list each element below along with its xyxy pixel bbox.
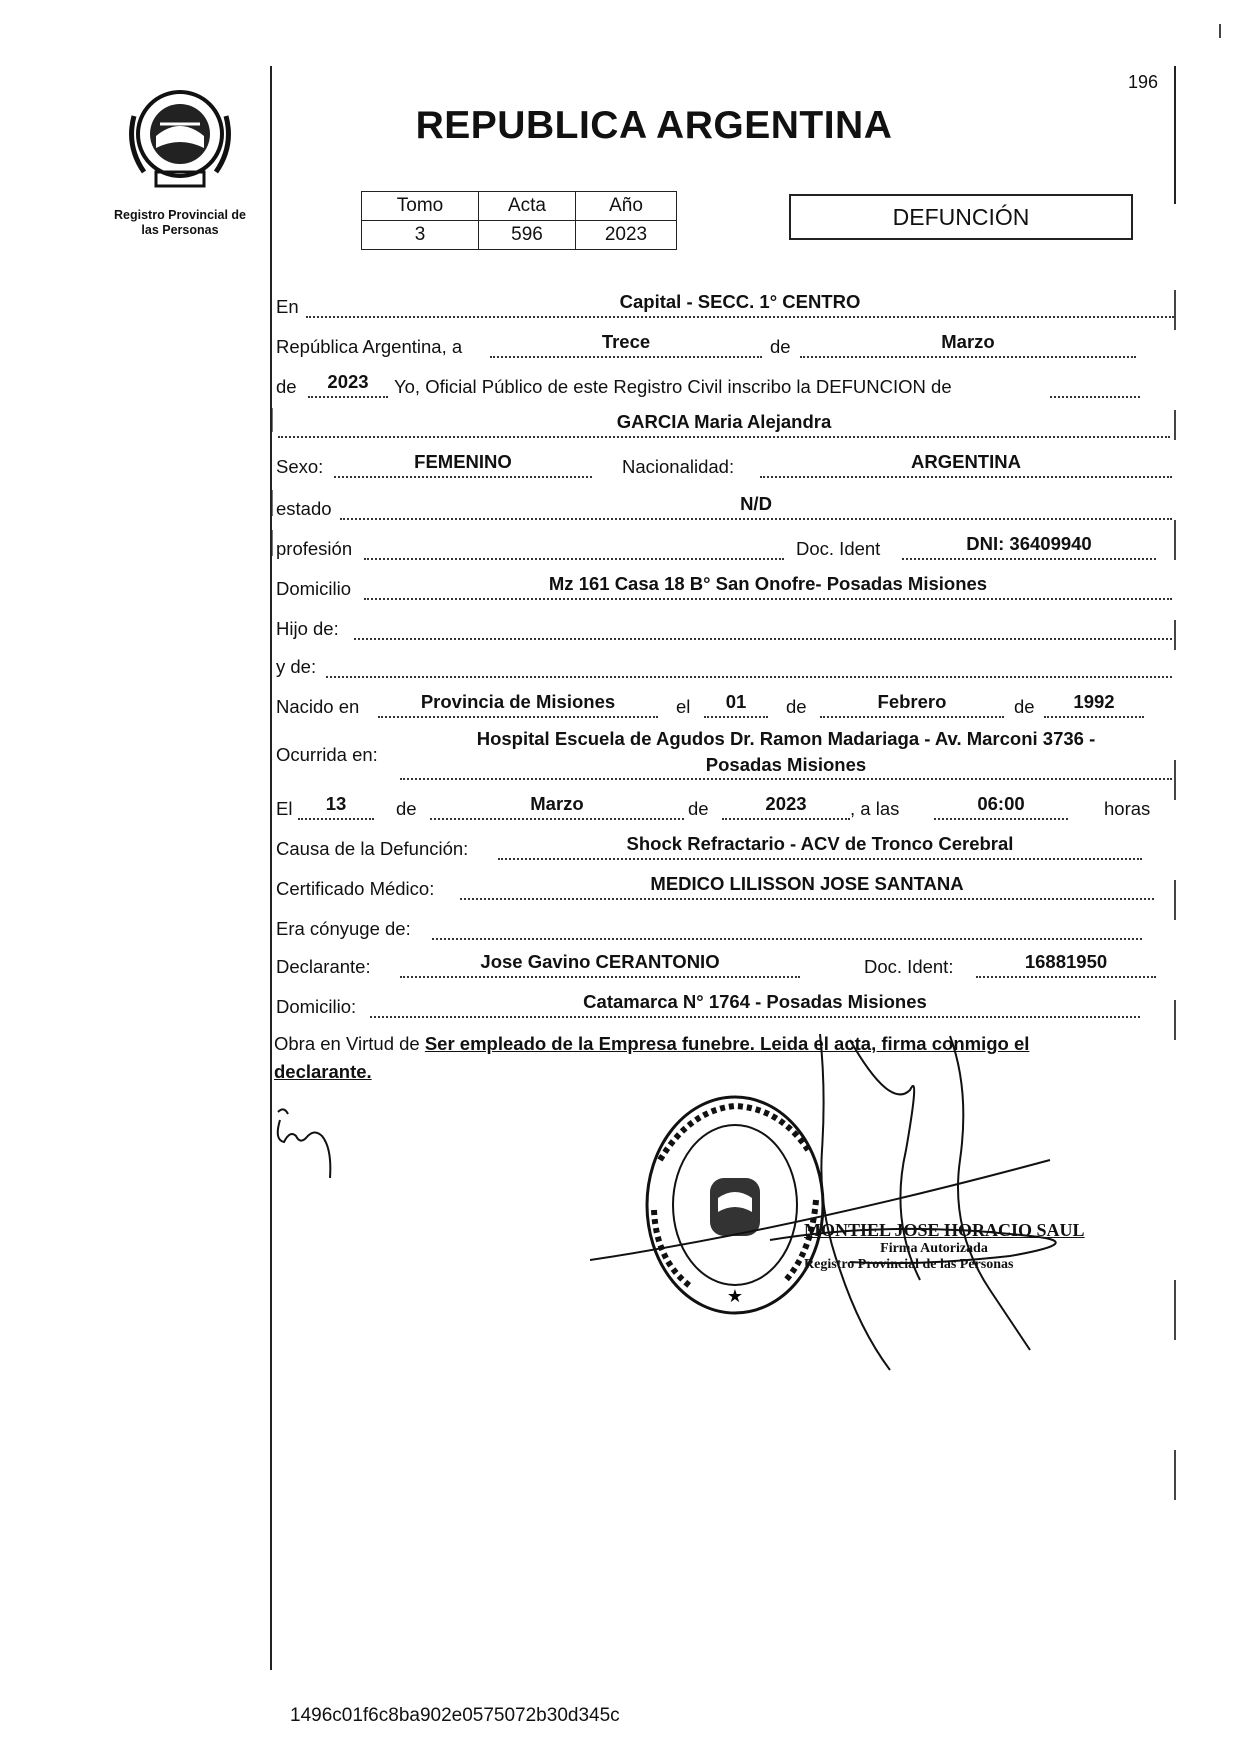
row-tick	[272, 490, 273, 516]
conyuge-label: Era cónyuge de:	[276, 918, 411, 939]
horas-label: horas	[1104, 798, 1151, 819]
right-edge-mark	[1174, 1450, 1176, 1500]
row-domicilio2	[274, 988, 1172, 1020]
row-hijo-de	[274, 610, 1172, 642]
republica-label: República Argentina, a	[276, 336, 463, 357]
place-field: Capital - SECC. 1° CENTRO	[306, 290, 1174, 318]
birth-day-field: 01	[704, 690, 768, 718]
right-edge-mark	[1174, 1000, 1176, 1040]
row-y-de	[274, 648, 1172, 680]
tomo-header: Tomo	[362, 192, 479, 221]
acta-header: Acta	[479, 192, 576, 221]
doc-ident2-label: Doc. Ident:	[864, 956, 954, 977]
ocurrida-underline	[400, 778, 1172, 780]
page-number: 196	[1128, 72, 1159, 92]
registry-label-line2: las Personas	[141, 223, 219, 237]
nacionalidad-label: Nacionalidad:	[622, 456, 735, 477]
official-role: Firma Autorizada	[880, 1241, 988, 1256]
row-death-date	[274, 790, 1172, 822]
row-sexo	[274, 448, 1172, 480]
anio-value: 2023	[576, 221, 677, 250]
row-nacido	[274, 688, 1172, 720]
obra-label: Obra en Virtud de	[274, 1033, 420, 1054]
inscribo-text: Yo, Oficial Público de este Registro Civil inscribo la DEFUNCION de	[394, 376, 952, 397]
el-cap-label: El	[276, 798, 293, 819]
right-edge-mark	[1174, 760, 1176, 800]
month-text-field: Marzo	[800, 330, 1136, 358]
declarante-doc-field: 16881950	[976, 950, 1156, 978]
row-name	[274, 408, 1172, 440]
right-edge-mark	[1174, 1280, 1176, 1340]
right-edge-mark	[1174, 620, 1176, 650]
row-declarante	[274, 948, 1172, 980]
row-estado	[274, 490, 1172, 522]
de-label: de	[276, 376, 297, 397]
hijo-de-label: Hijo de:	[276, 618, 339, 639]
death-year-field: 2023	[722, 792, 850, 820]
y-de-field	[326, 650, 1172, 678]
row-causa	[274, 830, 1172, 862]
year-field: 2023	[308, 370, 388, 398]
causa-label: Causa de la Defunción:	[276, 838, 469, 859]
record-table	[361, 191, 677, 250]
doc-ident-label: Doc. Ident	[796, 538, 881, 559]
document-hash: 1496c01f6c8ba902e0575072b30d345c	[290, 1705, 620, 1726]
de-label: de	[1014, 696, 1035, 717]
initials-signature	[270, 1100, 370, 1180]
domicilio2-label: Domicilio:	[276, 996, 357, 1017]
death-time-field: 06:00	[934, 792, 1068, 820]
de-label: de	[786, 696, 807, 717]
en-label: En	[276, 296, 299, 317]
registry-label	[100, 208, 260, 238]
right-edge-mark	[1174, 410, 1176, 440]
row-certificado	[274, 870, 1172, 902]
record-table-value-row	[362, 221, 677, 250]
certificado-label: Certificado Médico:	[276, 878, 435, 899]
causa-field: Shock Refractario - ACV de Tronco Cerebral	[498, 832, 1142, 860]
right-edge-mark	[1174, 520, 1176, 560]
day-text-field: Trece	[490, 330, 762, 358]
row-place	[274, 288, 1172, 320]
svg-text:★: ★	[726, 1286, 744, 1306]
left-margin-line	[270, 66, 272, 1670]
right-edge-mark	[1219, 24, 1221, 38]
declarante-field: Jose Gavino CERANTONIO	[400, 950, 800, 978]
right-edge-mark	[1174, 880, 1176, 920]
row-conyuge	[274, 910, 1172, 942]
row-tick	[272, 530, 273, 556]
row-tick	[272, 408, 273, 432]
acta-value: 596	[479, 221, 576, 250]
sexo-field: FEMENINO	[334, 450, 592, 478]
anio-header: Año	[576, 192, 677, 221]
doc-ident-field: DNI: 36409940	[902, 532, 1156, 560]
official-signature	[590, 1030, 1110, 1380]
declarante-domicilio-field: Catamarca N° 1764 - Posadas Misiones	[370, 990, 1140, 1018]
a-las-label: , a las	[850, 798, 900, 819]
row-profesion	[274, 530, 1172, 562]
right-edge-mark	[1174, 290, 1176, 330]
ocurrida-field	[400, 726, 1172, 778]
birth-year-field: 1992	[1044, 690, 1144, 718]
conyuge-field	[432, 912, 1142, 940]
tomo-value: 3	[362, 221, 479, 250]
obra-text2: declarante.	[274, 1061, 372, 1082]
ocurrida-line1: Hospital Escuela de Agudos Dr. Ramon Madariaga - Av. Marconi 3736 -	[476, 728, 1096, 749]
de-label: de	[396, 798, 417, 819]
row-ocurrida	[274, 726, 1172, 784]
row-inscribo	[274, 368, 1172, 400]
death-day-field: 13	[298, 792, 374, 820]
birth-month-field: Febrero	[820, 690, 1004, 718]
row-date	[274, 328, 1172, 360]
domicilio-field: Mz 161 Casa 18 B° San Onofre- Posadas Misiones	[364, 572, 1172, 600]
nacido-en-field: Provincia de Misiones	[378, 690, 658, 718]
nacionalidad-field: ARGENTINA	[760, 450, 1172, 478]
document-title: REPUBLICA ARGENTINA	[415, 104, 893, 147]
profesion-label: profesión	[276, 538, 353, 559]
de-label: de	[770, 336, 791, 357]
domicilio-label: Domicilio	[276, 578, 352, 599]
nacido-label: Nacido en	[276, 696, 360, 717]
registry-label-line1: Registro Provincial de	[114, 208, 246, 222]
official-info	[804, 1220, 1085, 1273]
profesion-field	[364, 532, 784, 560]
official-org: Registro Provincial de las Personas	[804, 1257, 1014, 1272]
ocurrida-label: Ocurrida en:	[276, 744, 378, 765]
death-month-field: Marzo	[430, 792, 684, 820]
row-domicilio	[274, 570, 1172, 602]
de-label: de	[688, 798, 709, 819]
y-de-label: y de:	[276, 656, 317, 677]
record-table-header-row	[362, 192, 677, 221]
official-name: MONTIEL JOSE HORACIO SAUL	[804, 1220, 1085, 1240]
deceased-name-field: GARCIA Maria Alejandra	[278, 410, 1170, 438]
hijo-de-field	[354, 612, 1172, 640]
estado-label: estado	[276, 498, 332, 519]
inscribo-blank-field	[1050, 370, 1140, 398]
obra-text: Ser empleado de la Empresa funebre. Leida el acta, firma conmigo el	[424, 1033, 1030, 1054]
estado-field: N/D	[340, 492, 1172, 520]
ocurrida-line2: Posadas Misiones	[705, 754, 867, 775]
record-type-box: DEFUNCIÓN	[789, 194, 1133, 240]
declarante-label: Declarante:	[276, 956, 371, 977]
certificado-field: MEDICO LILISSON JOSE SANTANA	[460, 872, 1154, 900]
el-label: el	[676, 696, 691, 717]
sexo-label: Sexo:	[276, 456, 324, 477]
